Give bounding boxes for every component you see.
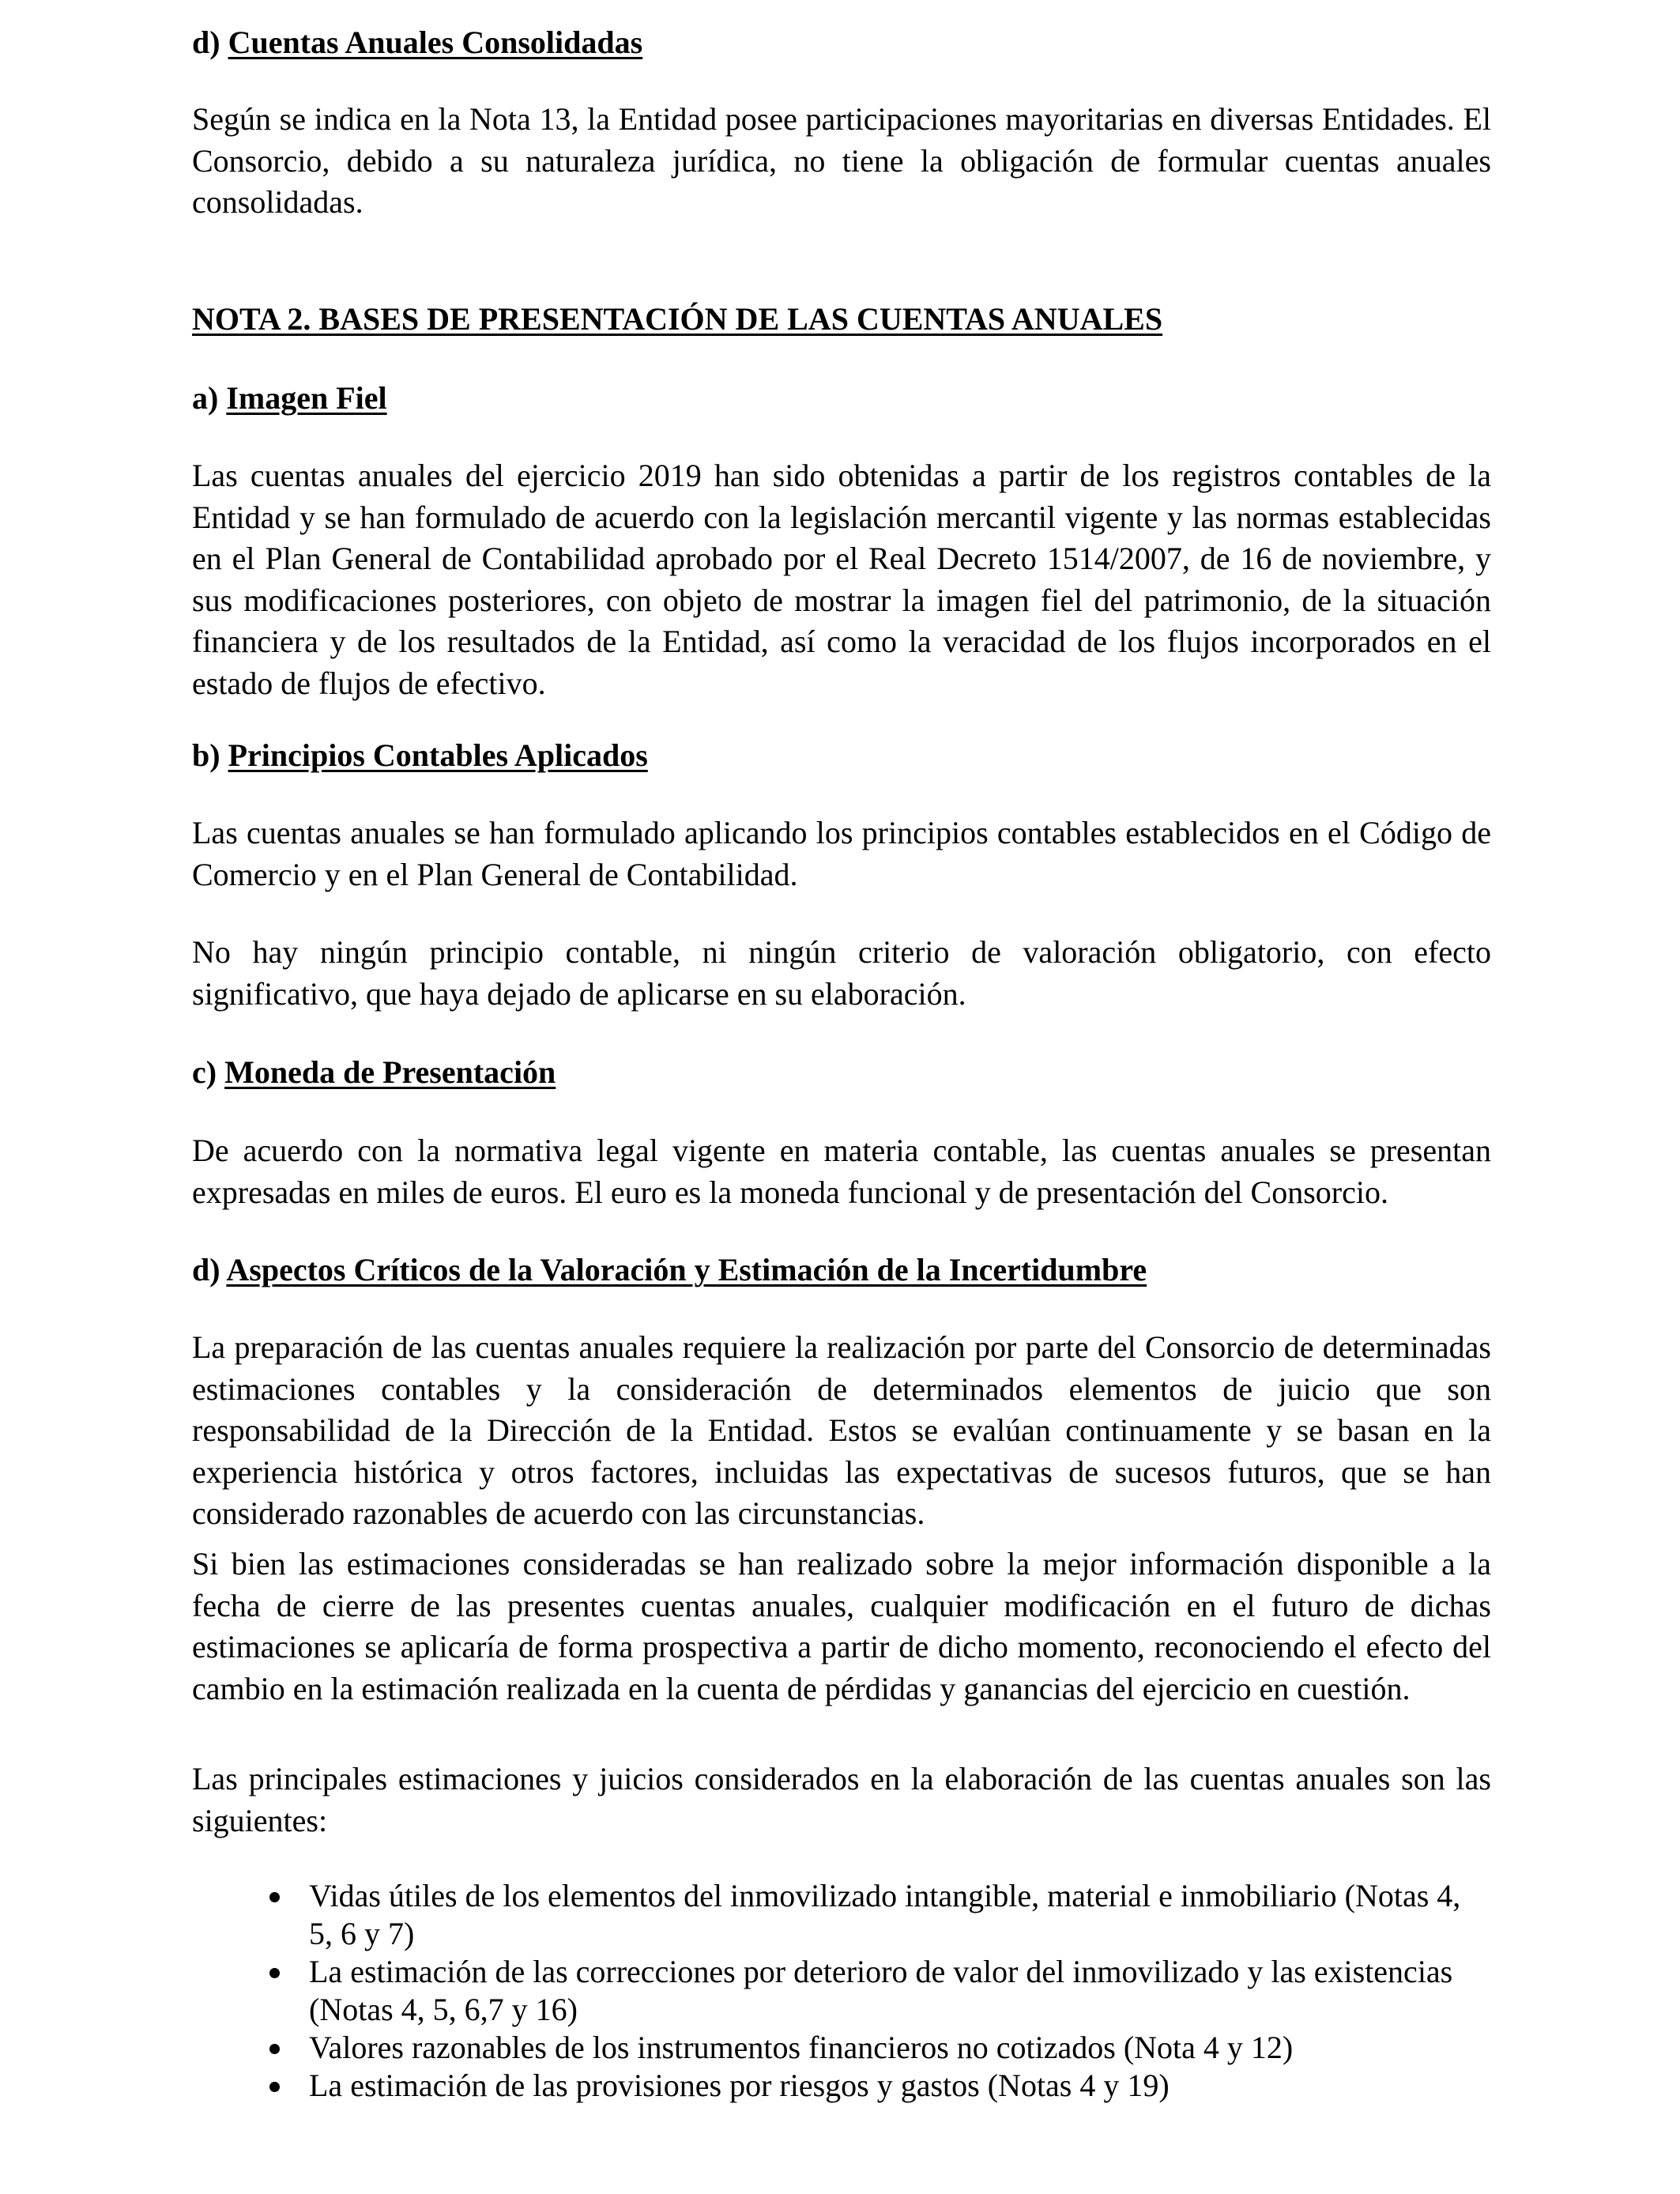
nota-2-title-text: NOTA 2. BASES DE PRESENTACIÓN DE LAS CUENTAS ANUALES — [192, 301, 1163, 337]
bullet-icon — [269, 1892, 280, 1902]
heading-moneda — [192, 1052, 1491, 1093]
heading-prefix: d) — [192, 1252, 220, 1287]
list-item-text: Valores razonables de los instrumentos financieros no cotizados (Nota 4 y 12) — [309, 2030, 1294, 2065]
list-item — [263, 2067, 1488, 2105]
heading-title: Imagen Fiel — [226, 380, 387, 416]
nota-2-title — [192, 299, 1491, 340]
heading-prefix: b) — [192, 737, 220, 773]
heading-title: Principios Contables Aplicados — [228, 737, 648, 773]
bullet-icon — [269, 2082, 280, 2092]
paragraph-principios-2: No hay ningún principio contable, ni ningún criterio de valoración obligatorio, con efecto significativo, que haya dejado de aplicarse en su elaboración. — [192, 934, 1491, 1012]
list-item — [263, 2029, 1488, 2067]
heading-prefix: a) — [192, 380, 219, 416]
list-item-text: La estimación de las correcciones por deterioro de valor del inmovilizado y las existencias (Notas 4, 5, 6,7 y 16) — [309, 1954, 1453, 2027]
list-item — [263, 1877, 1488, 1953]
heading-imagen-fiel — [192, 378, 1491, 419]
paragraph-moneda: De acuerdo con la normativa legal vigente en materia contable, las cuentas anuales se presentan expresadas en miles de euros. El euro es la moneda funcional y de presentación del Consorcio. — [192, 1133, 1491, 1210]
paragraph-aspectos-3: Las principales estimaciones y juicios considerados en la elaboración de las cuentas anuales son las siguientes: — [192, 1761, 1491, 1838]
heading-principios — [192, 735, 1491, 776]
heading-title: Aspectos Críticos de la Valoración y Estimación de la Incertidumbre — [226, 1252, 1147, 1287]
estimaciones-list — [263, 1877, 1488, 2105]
heading-prefix: d) — [192, 25, 220, 60]
paragraph-aspectos-2: Si bien las estimaciones consideradas se han realizado sobre la mejor información disponible a la fecha de cierre de las presentes cuentas anuales, cualquier modificación en el futuro de dichas estimaciones se aplicaría de forma prospectiva a partir de dicho momento, reconociendo el efecto del cambio en la estimación realizada en la cuenta de pérdidas y ganancias del ejercicio en cuestión. — [192, 1546, 1491, 1706]
paragraph-principios-1: Las cuentas anuales se han formulado aplicando los principios contables establecidos en el Código de Comercio y en el Plan General de Contabilidad. — [192, 815, 1491, 892]
heading-aspectos-criticos — [192, 1250, 1491, 1291]
heading-title: Moneda de Presentación — [224, 1054, 556, 1090]
bullet-icon — [269, 1968, 280, 1978]
list-item — [263, 1953, 1488, 2029]
heading-title: Cuentas Anuales Consolidadas — [228, 25, 643, 60]
list-item-text: La estimación de las provisiones por riesgos y gastos (Notas 4 y 19) — [309, 2068, 1170, 2103]
paragraph-consolidadas: Según se indica en la Nota 13, la Entidad posee participaciones mayoritarias en diversas Entidades. El Consorcio, debido a su naturaleza jurídica, no tiene la obligación de formular cuentas anuales consolidadas. — [192, 101, 1491, 220]
list-item-text: Vidas útiles de los elementos del inmovilizado intangible, material e inmobiliario (Notas 4, 5, 6 y 7) — [309, 1878, 1461, 1951]
paragraph-aspectos-1: La preparación de las cuentas anuales requiere la realización por parte del Consorcio de determinadas estimaciones contables y la consideración de determinados elementos de juicio que son responsabilidad de la Dirección de la Entidad. Estos se evalúan continuamente y se basan en la experiencia histórica y otros factores, incluidas las expectativas de sucesos futuros, que se han considerado razonables de acuerdo con las circunstancias. — [192, 1329, 1491, 1531]
heading-prefix: c) — [192, 1054, 217, 1090]
heading-cuentas-consolidadas — [192, 22, 1491, 63]
paragraph-imagen-fiel: Las cuentas anuales del ejercicio 2019 han sido obtenidas a partir de los registros contables de la Entidad y se han formulado de acuerdo con la legislación mercantil vigente y las normas establecidas en el Plan General de Contabilidad aprobado por el Real Decreto 1514/2007, de 16 de noviembre, y sus modificaciones posteriores, con objeto de mostrar la imagen fiel del patrimonio, de la situación financiera y de los resultados de la Entidad, así como la veracidad de los flujos incorporados en el estado de flujos de efectivo. — [192, 458, 1491, 701]
bullet-icon — [269, 2044, 280, 2054]
